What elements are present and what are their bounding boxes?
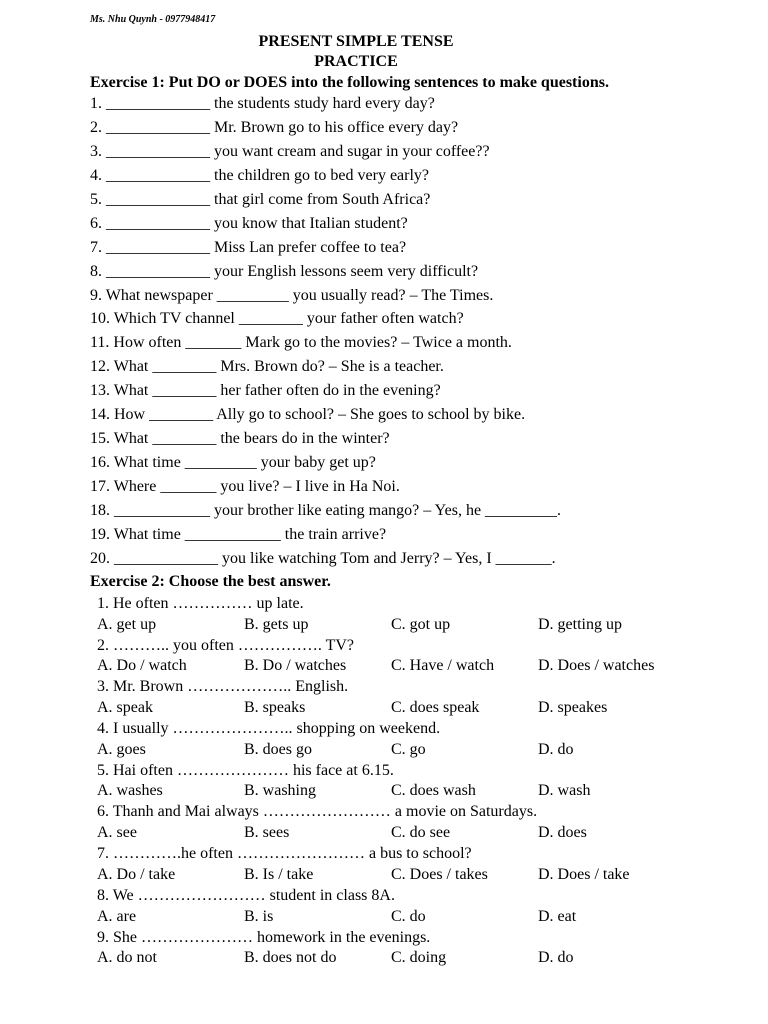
exercise1-item: 16. What time _________ your baby get up? [90,454,376,472]
answer-options [97,740,737,761]
exercise2-question [97,802,737,844]
answer-option: A. Do / take [97,865,176,883]
answer-option: C. do [391,907,426,925]
question-stem: 8. We …………………… student in class 8A. [97,886,395,904]
answer-option: D. speakes [538,699,608,717]
exercise2-list [97,594,737,969]
answer-option: A. get up [97,615,157,633]
question-stem: 3. Mr. Brown ……………….. English. [97,678,349,696]
answer-option: A. Do / watch [97,657,187,675]
answer-option: B. is [244,907,274,925]
exercise2-question [97,677,737,719]
exercise1-heading: Exercise 1: Put DO or DOES into the following sentences to make questions. [90,74,609,91]
exercise1-item: 15. What ________ the bears do in the winter? [90,430,390,448]
answer-option: C. go [391,740,426,758]
exercise1-item: 18. ____________ your brother like eating mango? – Yes, he _________. [90,501,562,519]
answer-options [97,865,737,886]
answer-option: B. sees [244,824,290,842]
exercise2-heading: Exercise 2: Choose the best answer. [90,573,331,590]
question-stem: 9. She ………………… homework in the evenings. [97,928,431,946]
answer-option: C. does wash [391,782,476,800]
exercise1-item: 13. What ________ her father often do in the evening? [90,382,441,400]
exercise1-item: 3. _____________ you want cream and sugar in your coffee?? [90,142,490,160]
answer-option: A. do not [97,949,157,967]
answer-option: B. speaks [244,699,306,717]
answer-option: D. getting up [538,615,622,633]
answer-options [97,823,737,844]
page-title: PRESENT SIMPLE TENSE [258,33,454,50]
exercise2-question [97,886,737,928]
answer-option: C. got up [391,615,451,633]
answer-option: D. wash [538,782,591,800]
answer-options [97,781,737,802]
exercise1-item: 7. _____________ Miss Lan prefer coffee to tea? [90,238,407,256]
answer-option: B. Is / take [244,865,314,883]
answer-options [97,948,737,969]
answer-option: B. does go [244,740,312,758]
exercise1-item: 10. Which TV channel ________ your father often watch? [90,310,464,328]
answer-option: D. do [538,740,574,758]
answer-option: D. eat [538,907,577,925]
answer-option: B. gets up [244,615,309,633]
exercise2-question [97,928,737,970]
answer-option: C. do see [391,824,451,842]
exercise1-item: 19. What time ____________ the train arrive? [90,525,387,543]
question-stem: 4. I usually ………………….. shopping on weekend. [97,720,441,738]
question-stem: 6. Thanh and Mai always …………………… a movie on Saturdays. [97,803,538,821]
answer-options [97,615,737,636]
exercise1-item: 14. How ________ Ally go to school? – She goes to school by bike. [90,406,526,424]
answer-option: C. Have / watch [391,657,495,675]
question-stem: 5. Hai often ………………… his face at 6.15. [97,761,394,779]
answer-options [97,698,737,719]
question-stem: 7. ………….he often …………………… a bus to school? [97,845,472,863]
exercise1-item: 12. What ________ Mrs. Brown do? – She is a teacher. [90,358,444,376]
exercise2-question [97,844,737,886]
answer-option: A. are [97,907,137,925]
exercise1-item: 20. _____________ you like watching Tom and Jerry? – Yes, I _______. [90,549,556,567]
answer-option: C. does speak [391,699,480,717]
exercise1-item: 6. _____________ you know that Italian student? [90,214,408,232]
exercise2-question [97,719,737,761]
answer-option: A. see [97,824,137,842]
exercise1-item: 17. Where _______ you live? – I live in Ha Noi. [90,478,400,495]
exercise2-question [97,761,737,803]
author-note: Ms. Nhu Quynh - 0977948417 [90,14,216,25]
exercise1-list [90,93,730,572]
answer-option: B. Do / watches [244,657,347,675]
answer-option: A. washes [97,782,163,800]
answer-option: B. does not do [244,949,337,967]
answer-option: A. speak [97,699,153,717]
page-subtitle: PRACTICE [314,53,398,70]
answer-options [97,907,737,928]
exercise2-question [97,594,737,636]
answer-option: C. Does / takes [391,865,488,883]
answer-option: D. Does / take [538,865,630,883]
question-stem: 1. He often …………… up late. [97,595,304,612]
exercise1-item: 8. _____________ your English lessons seem very difficult? [90,262,479,280]
exercise1-item: 1. _____________ the students study hard every day? [90,95,435,112]
exercise1-item: 11. How often _______ Mark go to the movies? – Twice a month. [90,334,512,352]
answer-option: C. doing [391,949,447,967]
answer-option: D. Does / watches [538,657,655,675]
answer-option: D. does [538,824,587,842]
exercise2-question [97,636,737,678]
question-stem: 2. ……….. you often ……………. TV? [97,636,355,654]
answer-option: D. do [538,949,574,967]
exercise1-item: 4. _____________ the children go to bed very early? [90,166,430,184]
exercise1-item: 5. _____________ that girl come from South Africa? [90,190,431,208]
exercise1-item: 2. _____________ Mr. Brown go to his office every day? [90,118,459,136]
answer-option: B. washing [244,782,316,800]
answer-option: A. goes [97,740,146,758]
answer-options [97,656,737,677]
exercise1-item: 9. What newspaper _________ you usually read? – The Times. [90,286,494,304]
